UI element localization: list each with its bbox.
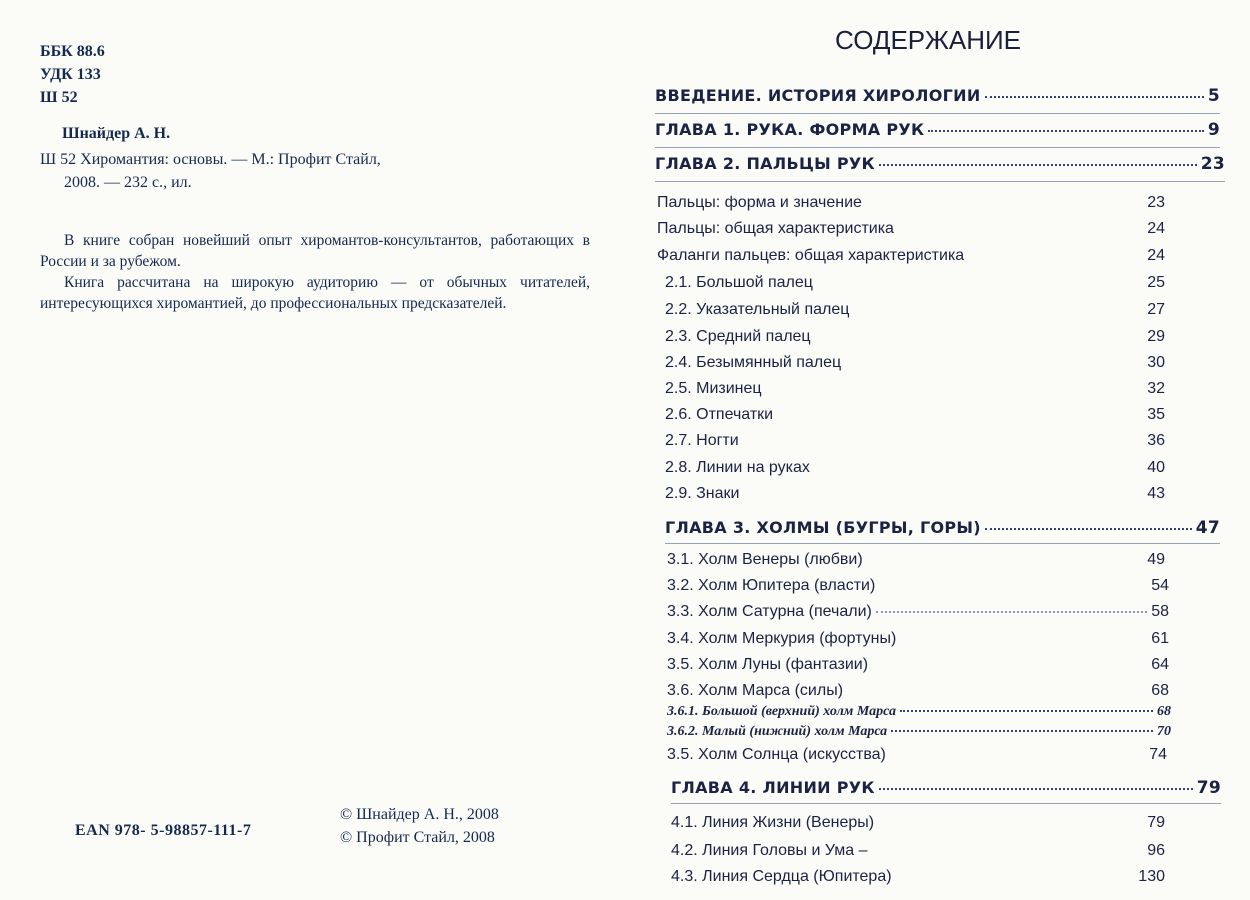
toc-page-number: 58 — [1151, 603, 1169, 620]
toc-page-number: 9 — [1207, 120, 1220, 140]
toc-page-number: 30 — [1147, 354, 1165, 371]
toc-page-number: 24 — [1147, 220, 1165, 237]
toc-entry[interactable] — [667, 746, 1167, 764]
toc-entry[interactable] — [667, 682, 1169, 700]
toc-entry[interactable] — [665, 328, 1165, 346]
udk-code: УДК 133 — [40, 66, 101, 83]
toc-page-number: 74 — [1149, 746, 1167, 763]
toc-entry[interactable] — [667, 630, 1169, 648]
toc-label: ГЛАВА 4. ЛИНИИ РУК — [671, 778, 875, 797]
toc-entry[interactable] — [671, 814, 1165, 832]
toc-page-number: 27 — [1147, 301, 1165, 318]
divider — [671, 803, 1221, 804]
bbk-code: ББК 88.6 — [40, 43, 105, 60]
toc-page-number: 24 — [1147, 247, 1165, 264]
toc-page-number: 29 — [1147, 328, 1165, 345]
toc-page-number: 25 — [1147, 274, 1165, 291]
toc-page-number: 64 — [1151, 656, 1169, 673]
annotation-paragraph: Книга рассчитана на широкую аудиторию — от обычных читателей, интересующихся хиромантией, до профессиональных предсказателей. — [40, 274, 590, 312]
toc-entry-chapter-1[interactable] — [655, 120, 1220, 140]
toc-entry[interactable] — [657, 220, 1165, 238]
leader-dots — [891, 730, 1153, 732]
copyright-publisher: © Профит Стайл, 2008 — [340, 829, 495, 846]
toc-entry-introduction[interactable] — [655, 86, 1220, 106]
annotation — [40, 230, 590, 314]
toc-entry-chapter-3[interactable] — [665, 518, 1220, 538]
toc-label: 3.1. Холм Венеры (любви) — [667, 551, 863, 568]
toc-label: 3.4. Холм Меркурия (фортуны) — [667, 630, 897, 647]
toc-label: 2.4. Безымянный палец — [665, 354, 842, 371]
toc-label: 3.2. Холм Юпитера (власти) — [667, 577, 876, 594]
toc-entry[interactable] — [667, 656, 1169, 674]
leader-dots — [928, 130, 1203, 132]
toc-entry[interactable] — [665, 485, 1165, 503]
toc-page-number: 23 — [1200, 154, 1225, 174]
toc-label: 2.6. Отпечатки — [665, 406, 774, 423]
toc-label: ГЛАВА 2. ПАЛЬЦЫ РУК — [655, 154, 875, 173]
divider — [655, 181, 1225, 182]
toc-label: Пальцы: форма и значение — [657, 194, 862, 211]
toc-entry[interactable] — [665, 354, 1165, 372]
leader-dots — [985, 528, 1192, 530]
toc-label: 2.3. Средний палец — [665, 328, 811, 345]
toc-page-number: 43 — [1147, 485, 1165, 502]
biblio-line-1: Ш 52 Хиромантия: основы. — М.: Профит Стайл, — [40, 151, 381, 168]
bibliographic-record — [40, 148, 381, 194]
divider — [655, 147, 1220, 148]
copyright-block — [340, 803, 499, 849]
toc-label: 2.9. Знаки — [665, 485, 740, 502]
toc-label: 4.2. Линия Головы и Ума – — [671, 842, 868, 859]
ean-code: EAN 978- 5-98857-111-7 — [75, 822, 252, 839]
toc-page-number: 40 — [1147, 459, 1165, 476]
toc-page-number: 5 — [1207, 86, 1220, 106]
toc-entry-chapter-2[interactable] — [655, 154, 1225, 174]
toc-entry[interactable] — [657, 247, 1165, 265]
toc-label: 2.7. Ногти — [665, 432, 739, 449]
toc-entry[interactable] — [667, 551, 1165, 569]
toc-entry-chapter-4[interactable] — [671, 778, 1221, 798]
toc-page-number: 49 — [1147, 551, 1165, 568]
toc-title: СОДЕРЖАНИЕ — [835, 25, 1022, 55]
toc-label: 3.3. Холм Сатурна (печали) — [667, 603, 872, 620]
toc-label: 4.1. Линия Жизни (Венеры) — [671, 814, 875, 831]
toc-label: ГЛАВА 3. ХОЛМЫ (БУГРЫ, ГОРЫ) — [665, 518, 981, 537]
toc-entry[interactable] — [657, 194, 1165, 212]
toc-subentry[interactable] — [667, 724, 1171, 740]
toc-label: ГЛАВА 1. РУКА. ФОРМА РУК — [655, 120, 925, 139]
toc-page-number: 68 — [1151, 682, 1169, 699]
toc-page-number: 68 — [1157, 704, 1171, 719]
toc-label: Фаланги пальцев: общая характеристика — [657, 247, 965, 264]
toc-label: 2.5. Мизинец — [665, 380, 762, 397]
toc-label: 2.2. Указательный палец — [665, 301, 850, 318]
toc-label: 3.6. Холм Марса (силы) — [667, 682, 844, 699]
toc-label: 3.6.2. Малый (нижний) холм Марса — [667, 724, 888, 739]
toc-entry[interactable] — [667, 603, 1169, 621]
leader-dots — [879, 788, 1193, 790]
toc-page-number: 36 — [1147, 432, 1165, 449]
divider — [665, 543, 1220, 544]
author-mark: Ш 52 — [40, 89, 78, 106]
toc-label: 3.5. Холм Луны (фантазии) — [667, 656, 869, 673]
toc-entry[interactable] — [665, 301, 1165, 319]
annotation-paragraph: В книге собран новейший опыт хиромантов-консультантов, работающих в России и за рубежом. — [40, 232, 590, 270]
toc-page-number: 35 — [1147, 406, 1165, 423]
toc-label: 2.1. Большой палец — [665, 274, 813, 291]
toc-page-number: 32 — [1147, 380, 1165, 397]
biblio-line-2: 2008. — 232 с., ил. — [64, 174, 192, 191]
toc-page-number: 54 — [1151, 577, 1169, 594]
toc-subentry[interactable] — [667, 704, 1171, 720]
toc-label: 3.5. Холм Солнца (искусства) — [667, 746, 886, 763]
toc-label: Пальцы: общая характеристика — [657, 220, 894, 237]
toc-entry[interactable] — [665, 274, 1165, 292]
toc-page-number: 70 — [1157, 724, 1171, 739]
toc-page-number: 23 — [1147, 194, 1165, 211]
leader-dots — [900, 710, 1153, 712]
toc-entry[interactable] — [671, 842, 1165, 860]
toc-page-number: 79 — [1147, 814, 1165, 831]
toc-label: 4.3. Линия Сердца (Юпитера) — [671, 868, 892, 885]
toc-entry[interactable] — [665, 406, 1165, 424]
toc-label: 3.6.1. Большой (верхний) холм Марса — [667, 704, 896, 719]
leader-dots — [876, 611, 1147, 613]
toc-entry[interactable] — [671, 868, 1165, 886]
author-name: Шнайдер А. Н. — [62, 125, 171, 142]
copyright-author: © Шнайдер А. Н., 2008 — [340, 806, 499, 823]
toc-label: 2.8. Линии на руках — [665, 459, 810, 476]
toc-label: ВВЕДЕНИЕ. ИСТОРИЯ ХИРОЛОГИИ — [655, 86, 981, 105]
toc-page-number: 96 — [1147, 842, 1165, 859]
divider — [655, 113, 1220, 114]
leader-dots — [879, 164, 1197, 166]
toc-entry[interactable] — [665, 380, 1165, 398]
leader-dots — [985, 96, 1204, 98]
toc-entry[interactable] — [665, 432, 1165, 450]
toc-page-number: 61 — [1151, 630, 1169, 647]
toc-entry[interactable] — [667, 577, 1169, 595]
classification-codes — [40, 40, 105, 109]
toc-entry[interactable] — [665, 459, 1165, 477]
toc-page-number: 79 — [1196, 778, 1221, 798]
toc-page-number: 47 — [1195, 518, 1220, 538]
toc-page-number: 130 — [1138, 868, 1165, 885]
table-of-contents-page — [625, 0, 1250, 900]
